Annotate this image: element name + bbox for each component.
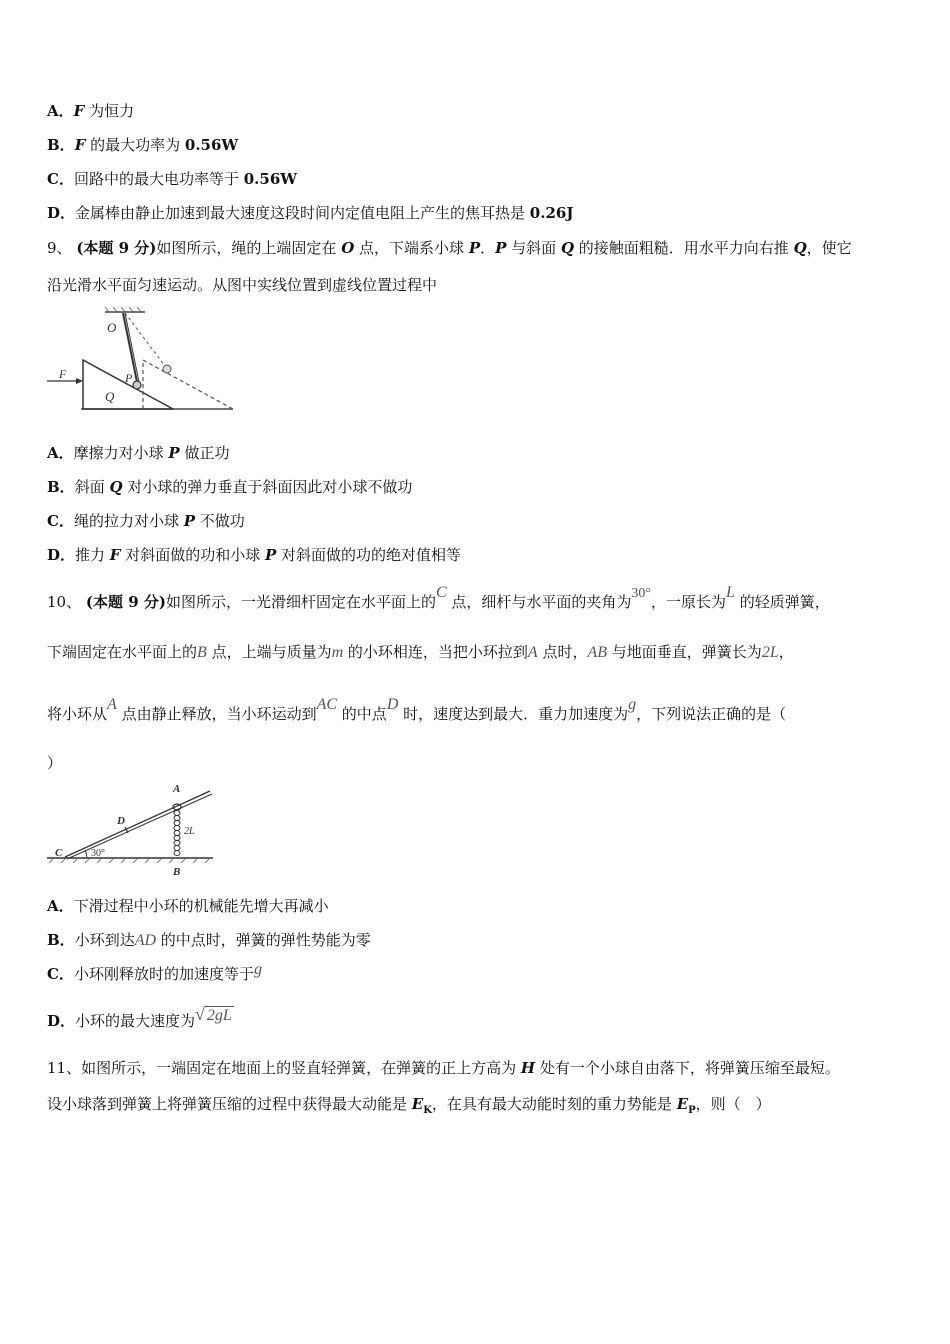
q10-stem-line1: 10、 (本题 9 分)如图所示，一光滑细杆固定在水平面上的C 点，细杆与水平面的夹角为30°，一原长为L 的轻质弹簧， <box>47 584 830 611</box>
q9-fig-label-f: F <box>59 367 67 381</box>
q9-option-d: D．推力 F 对斜面做的功和小球 P 对斜面做的功的绝对值相等 <box>47 546 462 564</box>
q10-fig-angle: 30° <box>91 848 105 859</box>
ball-p-solid <box>133 381 141 389</box>
incline-q-dashed <box>143 360 233 409</box>
q9-fig-label-o: O <box>107 320 117 335</box>
q9-stem-line1: 9、 (本题 9 分)如图所示，绳的上端固定在 O 点，下端系小球 P．P 与斜面 Q 的接触面粗糙．用水平力向右推 Q，使它 <box>47 239 852 257</box>
q10-stem-line2: 下端固定在水平面上的B 点，上端与质量为m 的小环相连，当把小环拉到A 点时，AB 与地面垂直，弹簧长为2L， <box>47 643 794 661</box>
q9-fig-label-q: Q <box>105 389 115 404</box>
q9-figure <box>45 306 235 416</box>
ball-p-dashed <box>163 365 171 373</box>
rope-dashed <box>125 313 165 366</box>
q10-fig-label-d: D <box>117 815 125 827</box>
q10-fig-label-b: B <box>173 866 181 878</box>
q8-option-a: A．F 为恒力 <box>47 102 135 120</box>
q9-stem-line2: 沿光滑水平面匀速运动。从图中实线位置到虚线位置过程中 <box>47 276 438 294</box>
q10-fig-label-c: C <box>55 847 63 859</box>
q10-stem-line3: 将小环从A 点由静止释放，当小环运动到AC 的中点D 时，速度达到最大．重力加速度为g，下列说法正确的是（ <box>47 696 787 723</box>
q11-stem-line2: 设小球落到弹簧上将弹簧压缩的过程中获得最大动能是 $E_K$，在具有最大动能时刻的重力势能是 $E_P$，则（ ） <box>47 1095 771 1116</box>
q9-option-b: B．斜面 Q 对小球的弹力垂直于斜面因此对小球不做功 <box>47 478 413 496</box>
q10-option-a: A．下滑过程中小环的机械能先增大再减小 <box>47 897 329 915</box>
q10-fig-label-a: A <box>173 783 181 795</box>
rod <box>65 791 210 857</box>
q10-figure <box>45 782 217 880</box>
q9-option-a: A．摩擦力对小球 P 做正功 <box>47 444 230 462</box>
q10-option-c: C．小环刚释放时的加速度等于g <box>47 961 262 983</box>
q10-option-b: B．小环到达AD 的中点时，弹簧的弹性势能为零 <box>47 931 371 949</box>
q9-fig-label-p: P <box>125 371 133 385</box>
q10-stem-line4: ） <box>47 754 63 772</box>
q8-option-b: B．F 的最大功率为 0.56W <box>47 136 239 154</box>
q9-option-c: C．绳的拉力对小球 P 不做功 <box>47 512 245 530</box>
q10-option-d: D．小环的最大速度为√ 2gL <box>47 1004 232 1030</box>
q8-option-d: D．金属棒由静止加速到最大速度这段时间内定值电阻上产生的焦耳热是 0.26J <box>47 204 574 222</box>
sqrt-2gl: √ 2gL <box>195 1004 232 1024</box>
spring <box>174 811 180 856</box>
q10-fig-label-2l: 2L <box>184 826 195 837</box>
q8-option-c: C．回路中的最大电功率等于 0.56W <box>47 170 298 188</box>
q11-stem-line1: 11、如图所示，一端固定在地面上的竖直轻弹簧，在弹簧的正上方高为 H 处有一个小球自由落下，将弹簧压缩至最短。 <box>47 1059 840 1077</box>
